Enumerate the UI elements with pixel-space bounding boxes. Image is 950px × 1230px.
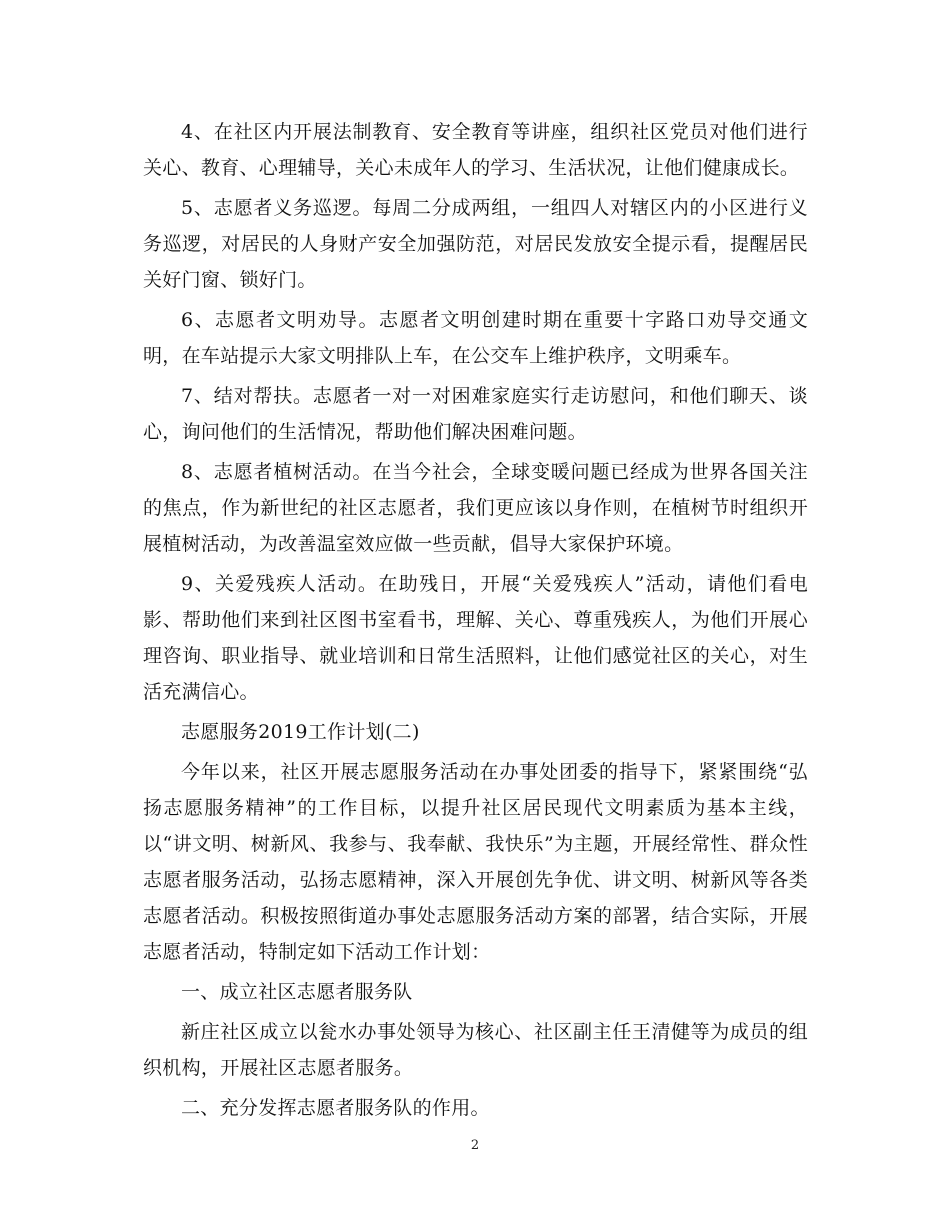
paragraph-item-4: 4、在社区内开展法制教育、安全教育等讲座，组织社区党员对他们进行关心、教育、心理辅导，关心未成年人的学习、生活状况，让他们健康成长。 [143,121,808,179]
document-body [143,114,808,1130]
paragraph-item-8: 8、志愿者植树活动。在当今社会，全球变暖问题已经成为世界各国关注的焦点，作为新世纪的社区志愿者，我们更应该以身作则，在植树节时组织开展植树活动，为改善温室效应做一些贡献，倡导大家保护环境。 [143,461,808,555]
paragraph-item-6: 6、志愿者文明劝导。志愿者文明创建时期在重要十字路口劝导交通文明，在车站提示大家文明排队上车，在公交车上维护秩序，文明乘车。 [143,309,808,367]
section-heading-two: 二、充分发挥志愿者服务队的作用。 [181,1097,490,1119]
paragraph-item-7: 7、结对帮扶。志愿者一对一对困难家庭实行走访慰问，和他们聊天、谈心，询问他们的生活情况，帮助他们解决困难问题。 [143,385,808,443]
paragraph-item-9: 9、关爱残疾人活动。在助残日，开展“关爱残疾人”活动，请他们看电影、帮助他们来到社区图书室看书，理解、关心、尊重残疾人，为他们开展心理咨询、职业指导、就业培训和日常生活照料，让他们感觉社区的关心，对生活充满信心。 [143,573,808,703]
page-number: 2 [470,1138,480,1153]
paragraph-item-5: 5、志愿者义务巡逻。每周二分成两组，一组四人对辖区内的小区进行义务巡逻，对居民的人身财产安全加强防范，对居民发放安全提示看，提醒居民关好门窗、锁好门。 [143,197,808,291]
paragraph-organization: 新庄社区成立以瓮水办事处领导为核心、社区副主任王清健等为成员的组织机构，开展社区志愿者服务。 [143,1021,808,1079]
section-heading-plan-two: 志愿服务2019工作计划(二) [181,721,420,743]
section-heading-one: 一、成立社区志愿者服务队 [181,981,413,1003]
paragraph-intro: 今年以来，社区开展志愿服务活动在办事处团委的指导下，紧紧围绕“弘扬志愿服务精神”的工作目标，以提升社区居民现代文明素质为基本主线，以“讲文明、树新风、我参与、我奉献、我快乐”为主题，开展经常性、群众性志愿者服务活动，弘扬志愿精神，深入开展创先争优、讲文明、树新风等各类志愿者活动。积极按照街道办事处志愿服务活动方案的部署，结合实际，开展志愿者活动，特制定如下活动工作计划： [143,761,808,963]
